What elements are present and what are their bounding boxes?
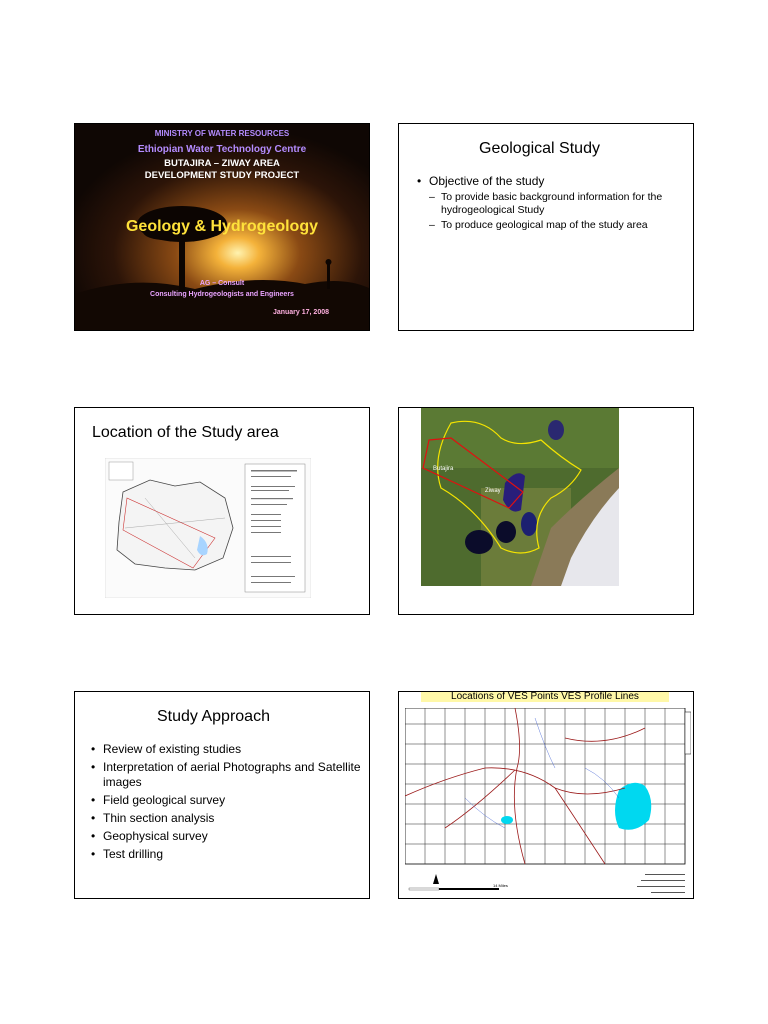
slide-title: Geological Study [479,140,600,157]
list-item: • Objective of the study [417,174,687,189]
title-slide [74,123,370,331]
slide-title: Study Approach [157,708,270,725]
sub-bullet-list [429,191,691,234]
ves-map [405,708,691,898]
ziway-label: Ziway [485,488,501,494]
project-line-2: DEVELOPMENT STUDY PROJECT [144,170,300,181]
satellite-slide [398,407,694,615]
author-subtitle: Consulting Hydrogeologists and Engineers [150,291,294,298]
scale-label: 14 Miles [493,883,508,888]
list-item: • Thin section analysis [91,811,363,826]
list-item: – To provide basic background information for the hydrogeological Study [429,191,691,217]
slide-title: Location of the Study area [92,424,279,441]
date-label: January 17, 2008 [272,309,329,316]
satellite-image [421,408,619,586]
list-item: • Test drilling [91,847,363,862]
location-slide [74,407,370,615]
ministry-label: MINISTRY OF WATER RESOURCES [154,129,290,138]
presentation-title: Geology & Hydrogeology [125,218,318,235]
location-map [105,458,311,598]
list-item: • Interpretation of aerial Photographs and Satellite images [91,760,363,790]
butajira-label: Butajira [433,466,454,472]
ves-map-slide [398,691,694,899]
project-line-1: BUTAJIRA – ZIWAY AREA [164,158,280,169]
centre-label: Ethiopian Water Technology Centre [137,144,307,155]
geological-study-slide [398,123,694,331]
study-approach-slide [74,691,370,899]
list-item: • Review of existing studies [91,742,363,757]
bullet-list [417,174,687,192]
author-label: AG – Consult [199,280,245,287]
list-item: • Field geological survey [91,793,363,808]
list-item: – To produce geological map of the study area [429,219,691,232]
bullet-list [91,742,363,865]
list-item: • Geophysical survey [91,829,363,844]
slide-title: Locations of VES Points VES Profile Lines [421,691,669,702]
